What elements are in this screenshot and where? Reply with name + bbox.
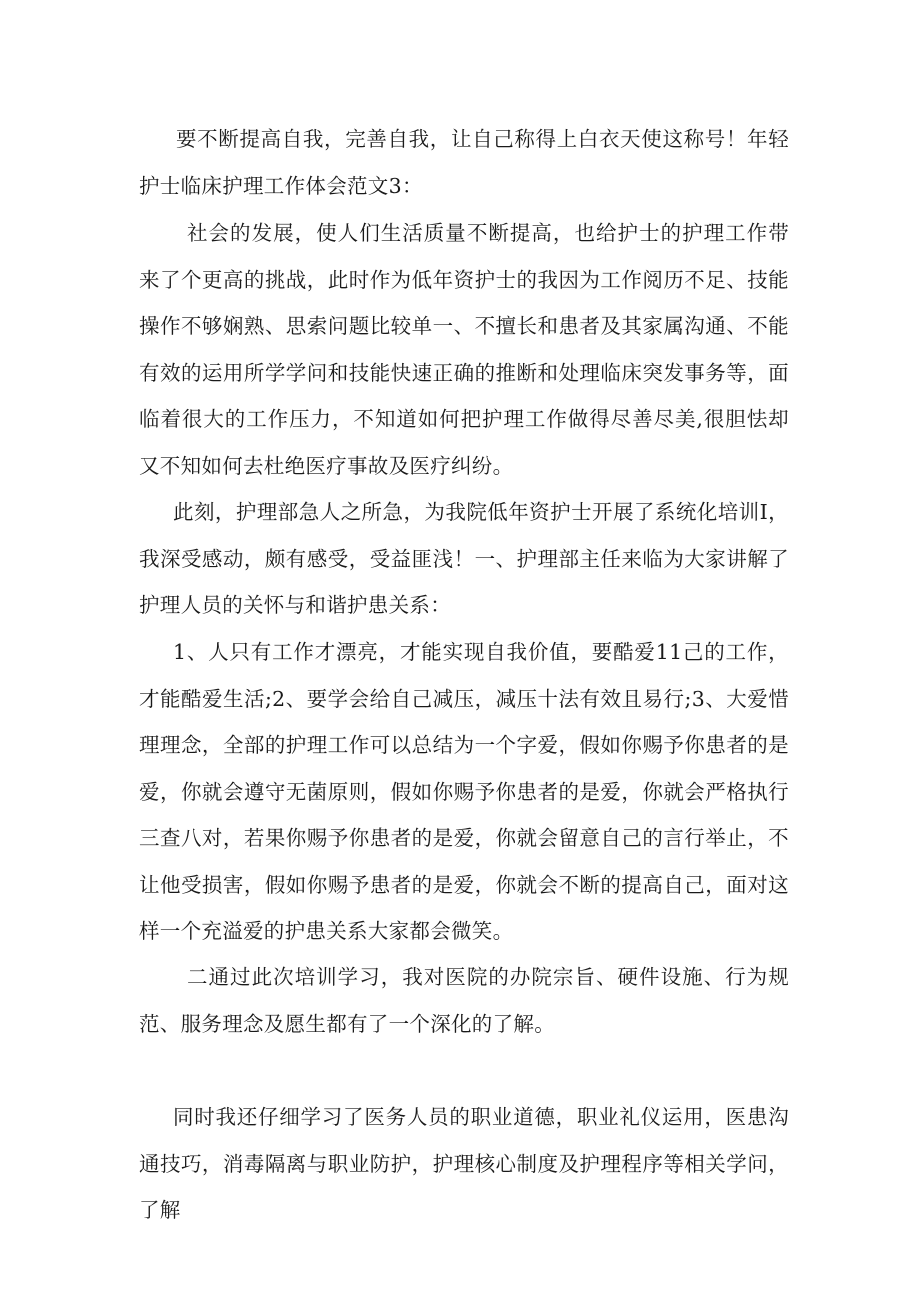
paragraph-3: 此刻，护理部急人之所急，为我院低年资护士开展了系统化培训I，我深受感动，颇有感受，受益匪浅！一、护理部主任来临为大家讲解了护理人员的关怀与和谐护患关系：	[139, 500, 789, 617]
paragraph-1: 要不断提高自我，完善自我，让自己称得上白衣天使这称号！年轻护士临床护理工作体会范文3：	[139, 127, 789, 198]
paragraph-5: 二通过此次培训学习，我对医院的办院宗旨、硬件设施、行为规范、服务理念及愿生都有了一个深化的了解。	[139, 965, 789, 1036]
paragraph-4: 1、人只有工作才漂亮，才能实现自我价值，要酷爱11己的工作，才能酷爱生活;2、要学会给自己减压，减压十法有效且易行;3、大爱惜理理念，全部的护理工作可以总结为一个字爱，假如你赐予你患者的是爱，你就会遵守无菌原则，假如你赐予你患者的是爱，你就会严格执行三查八对，若果你赐予你患者的是爱，你就会留意自己的言行举止，不让他受损害，假如你赐予患者的是爱，你就会不断的提高自己，面对这样一个充溢爱的护患关系大家都会微笑。	[139, 640, 789, 943]
paragraph-2: 社会的发展，使人们生活质量不断提高，也给护士的护理工作带来了个更高的挑战，此时作为低年资护士的我因为工作阅历不足、技能操作不够娴熟、思索问题比较单一、不擅长和患者及其家属沟通、不能有效的运用所学学问和技能快速正确的推断和处理临床突发事务等，面临着很大的工作压力，不知道如何把护理工作做得尽善尽美,很胆怯却又不知如何去杜绝医疗事故及医疗纠纷。	[139, 221, 789, 478]
paragraph-6: 同时我还仔细学习了医务人员的职业道德，职业礼仪运用，医患沟通技巧，消毒隔离与职业防护，护理核心制度及护理程序等相关学问，了解	[139, 1105, 789, 1222]
